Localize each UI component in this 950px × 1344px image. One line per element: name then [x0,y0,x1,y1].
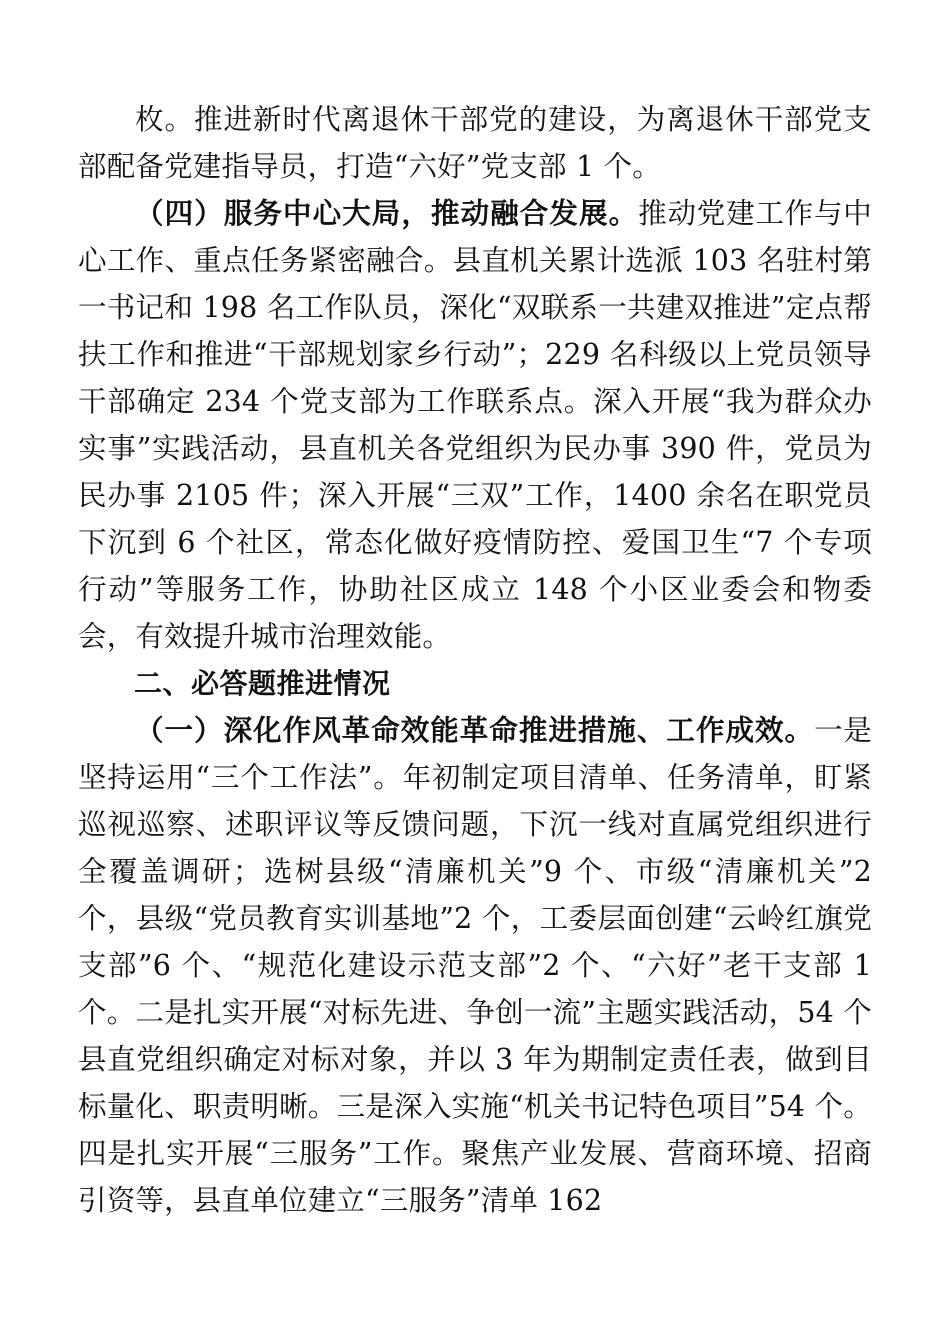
paragraph-retired-cadre-party-building [78,96,872,190]
heading-text: 二、必答题推进情况 [134,667,391,700]
document-body [78,96,872,1224]
heading-section-two [78,660,872,707]
paragraph-text: 枚。推进新时代离退休干部党的建设，为离退休干部党支部配备党建指导员，打造“六好”党支部 1 个。 [78,103,872,183]
paragraph-section-one-work-style-revolution [78,707,872,1224]
paragraph-text: 一是坚持运用“三个工作法”。年初制定项目清单、任务清单，盯紧巡视巡察、述职评议等反馈问题，下沉一线对直属党组织进行全覆盖调研；选树县级“清廉机关”9 个、市级“清廉机关”2 个，县级“党员教育实训基地”2 个，工委层面创建“云岭红旗党支部”6 个、“规范化建设示范支部”2 个、“六好”老干支部 1 个。二是扎实开展“对标先进、争创一流”主题实践活动，54 个县直党组织确定对标对象，并以 3 年为期制定责任表，做到目标量化、职责明晰。三是深入实施“机关书记特色项目”54 个。四是扎实开展“三服务”工作。聚焦产业发展、营商环境、招商引资等，县直单位建立“三服务”清单 162 [78,714,872,1217]
paragraph-bold-lead: （四）服务中心大局，推动融合发展。 [135,197,639,230]
paragraph-section-four-service-center [78,190,872,660]
paragraph-text: 推动党建工作与中心工作、重点任务紧密融合。县直机关累计选派 103 名驻村第一书记和 198 名工作队员，深化“双联系一共建双推进”定点帮扶工作和推进“干部规划家乡行动”；229 名科级以上党员领导干部确定 234 个党支部为工作联系点。深入开展“我为群众办实事”实践活动，县直机关各党组织为民办事 390 件，党员为民办事 2105 件；深入开展“三双”工作，1400 余名在职党员下沉到 6 个社区，常态化做好疫情防控、爱国卫生“7 个专项行动”等服务工作，协助社区成立 148 个小区业委会和物委会，有效提升城市治理效能。 [78,197,872,653]
paragraph-bold-lead: （一）深化作风革命效能革命推进措施、工作成效。 [135,714,815,747]
